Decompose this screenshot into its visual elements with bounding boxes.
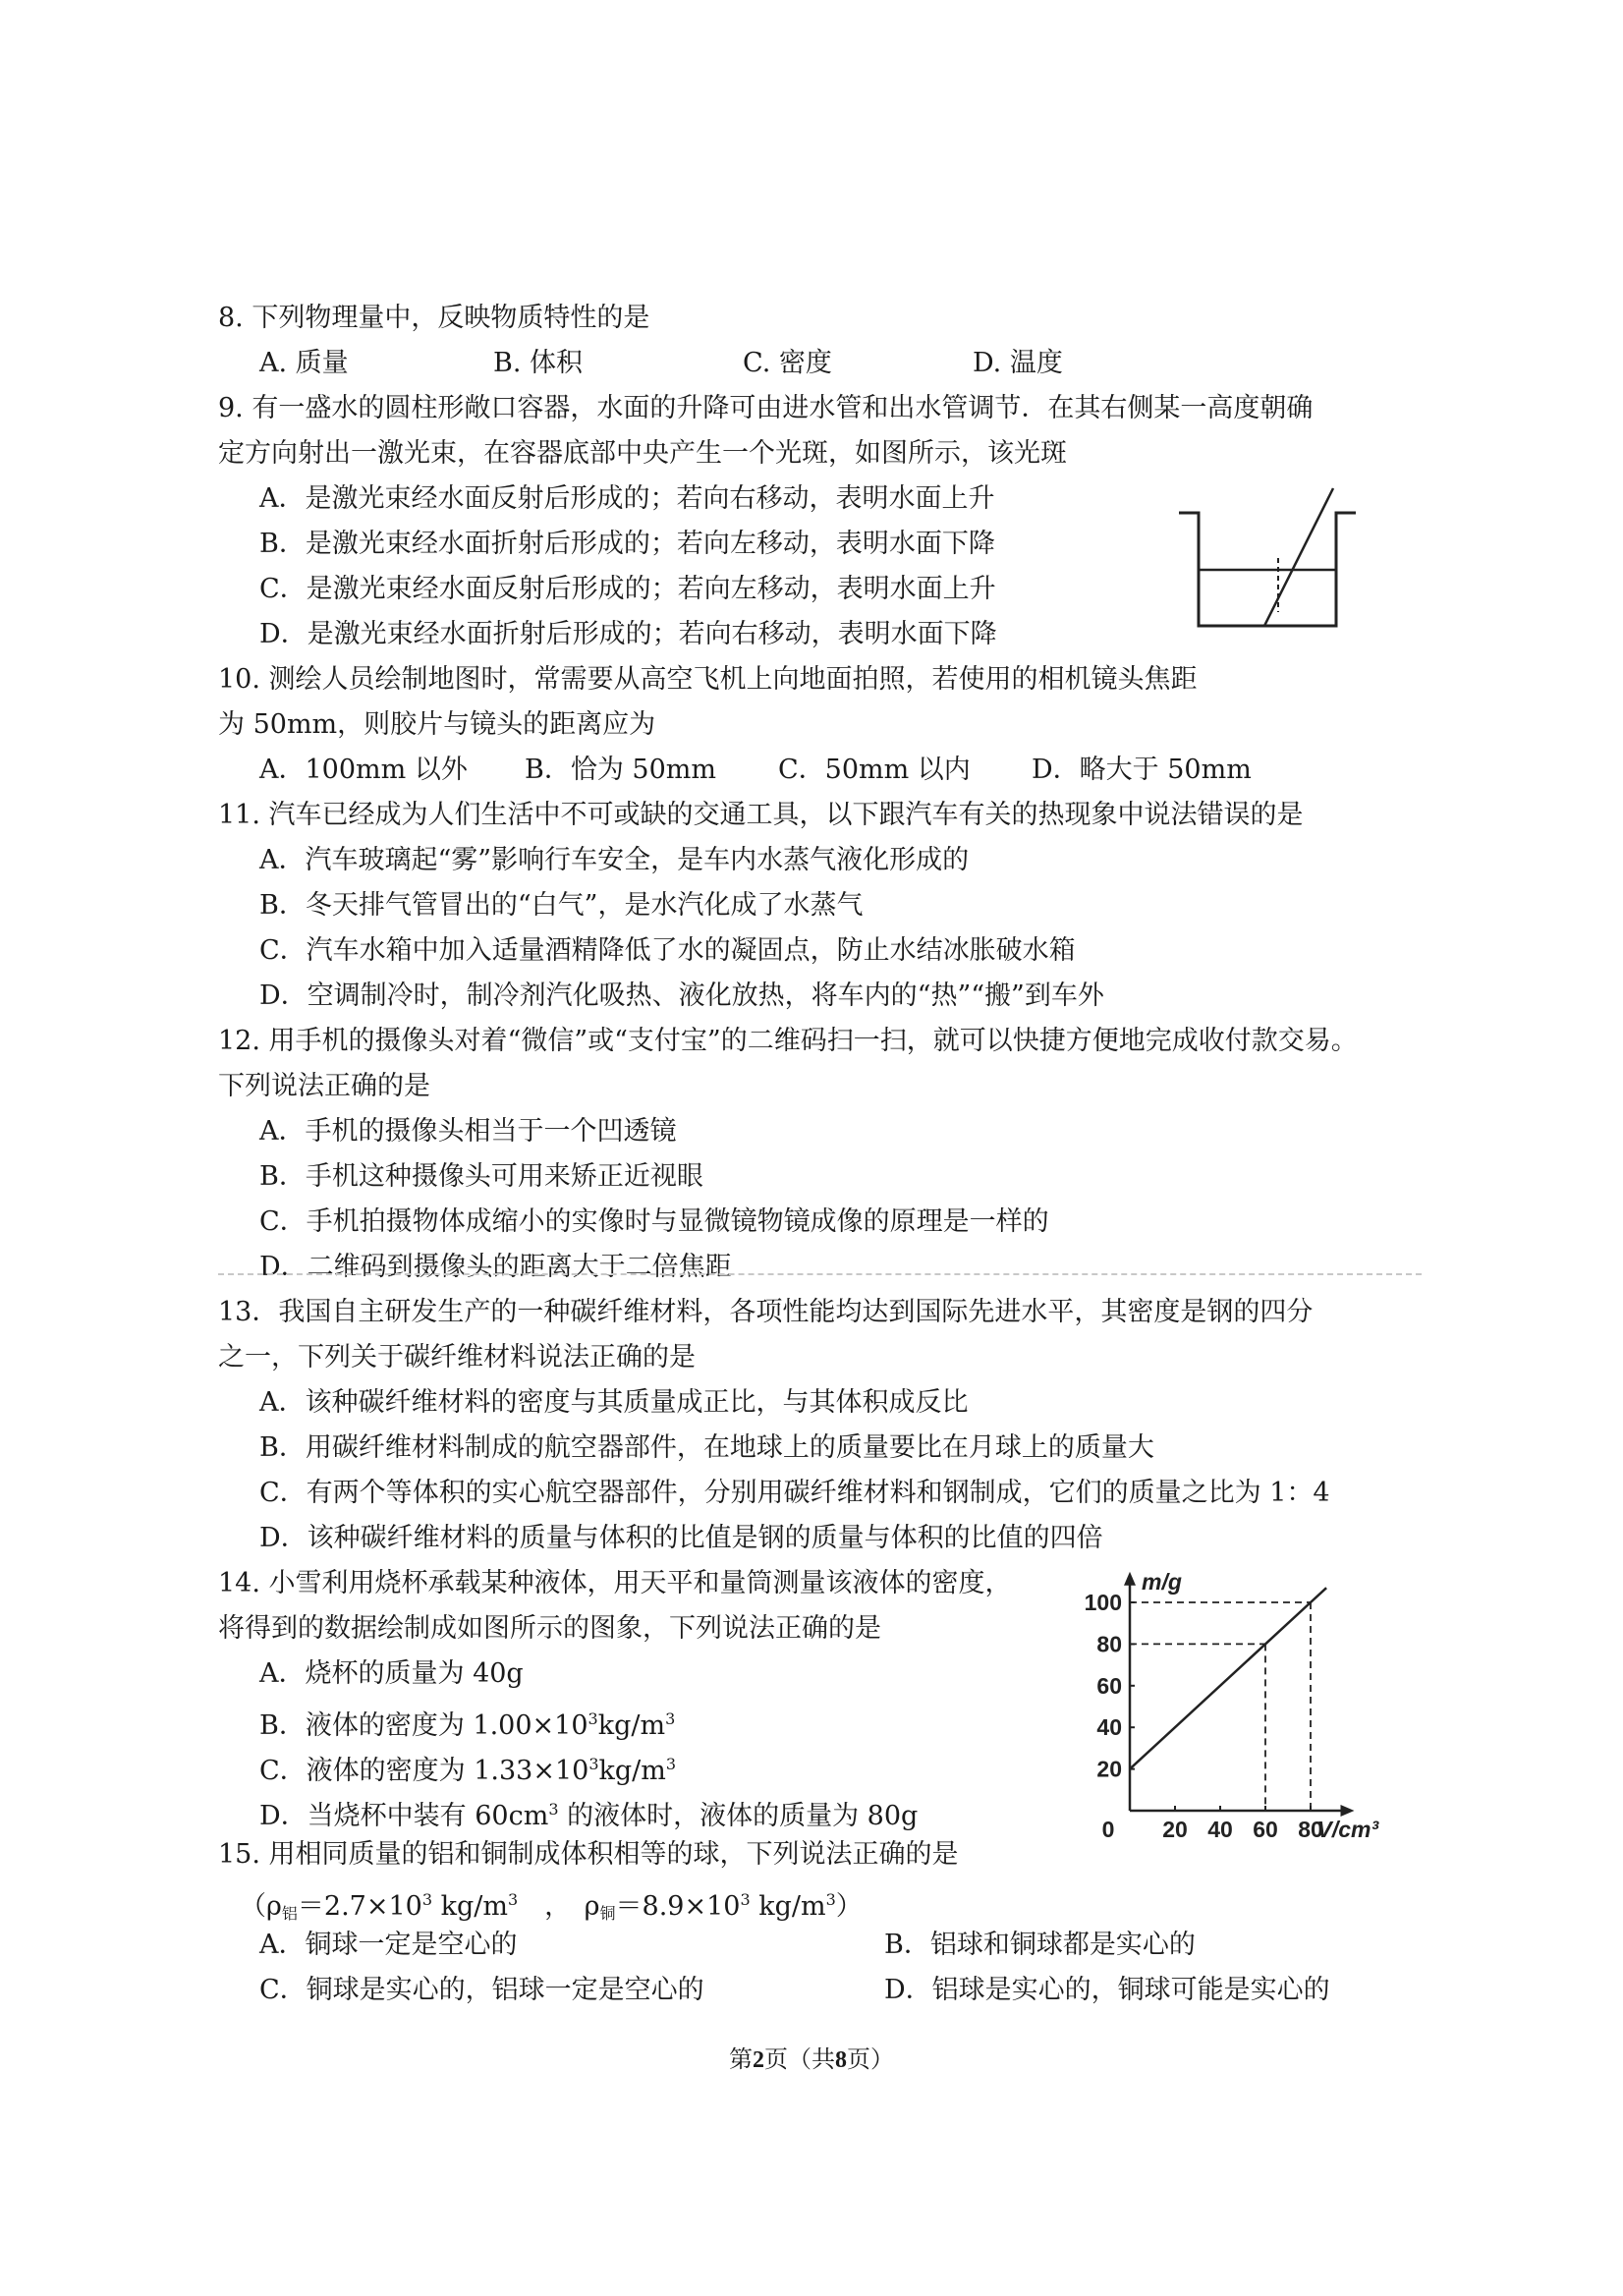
y-axis-arrow <box>1124 1572 1136 1586</box>
q14-option-c: C．液体的密度为 $1.33\times 10^3kg/m^3$ <box>259 1755 677 1786</box>
q15-option-d: D．铝球是实心的，铜球可能是实心的 <box>884 1975 1330 2005</box>
q13-option-c: C．有两个等体积的实心航空器部件，分别用碳纤维材料和钢制成，它们的质量之比为 1：4 <box>259 1478 1330 1508</box>
x-axis-label: V/cm³ <box>1316 1817 1379 1842</box>
page-total: 8 <box>835 2047 847 2073</box>
x-tick-label: 40 <box>1207 1817 1233 1842</box>
q10-stem-1: 10. 测绘人员绘制地图时，常需要从高空飞机上向地面拍照，若使用的相机镜头焦距 <box>218 664 1198 695</box>
q14-option-a: A．烧杯的质量为 40g <box>259 1658 524 1689</box>
x-tick-label: 80 <box>1298 1817 1323 1842</box>
q12-option-c: C．手机拍摄物体成缩小的实像时与显微镜物镜成像的原理是一样的 <box>259 1206 1049 1237</box>
q10-option-d: D．略大于 50mm <box>1032 755 1252 785</box>
q10-option-c: C．50mm 以内 <box>778 755 971 785</box>
q15-option-b: B．铝球和铜球都是实心的 <box>884 1930 1196 1960</box>
q14-option-d: D．当烧杯中装有 $60cm^3$ 的液体时，液体的质量为 80g <box>259 1800 919 1831</box>
dashed-divider <box>218 1273 1422 1275</box>
q13-stem-1: 13．我国自主研发生产的一种碳纤维材料，各项性能均达到国际先进水平，其密度是钢的四分 <box>218 1297 1314 1327</box>
q9-stem-1: 9. 有一盛水的圆柱形敞口容器，水面的升降可由进水管和出水管调节．在其右侧某一高度朝确 <box>218 393 1314 423</box>
y-tick-label: 100 <box>1084 1590 1122 1615</box>
q11-option-d: D．空调制冷时，制冷剂汽化吸热、液化放热，将车内的“热”“搬”到车外 <box>259 980 1104 1011</box>
x-tick-label: 60 <box>1253 1817 1278 1842</box>
q14-option-b: B．液体的密度为 $1.00\times 10^3kg/m^3$ <box>259 1709 676 1741</box>
q9-option-a: A．是激光束经水面反射后形成的；若向右移动，表明水面上升 <box>259 483 995 514</box>
q10-stem-2: 为 50mm，则胶片与镜头的距离应为 <box>218 709 656 740</box>
q15-option-a: A．铜球一定是空心的 <box>259 1930 518 1960</box>
q12-stem-1: 12. 用手机的摄像头对着“微信”或“支付宝”的二维码扫一扫，就可以快捷方便地完成收付款交易。 <box>218 1026 1358 1056</box>
q12-option-a: A．手机的摄像头相当于一个凹透镜 <box>259 1116 677 1147</box>
q11-stem: 11. 汽车已经成为人们生活中不可或缺的交通工具，以下跟汽车有关的热现象中说法错误的是 <box>218 800 1304 830</box>
q15-densities: （$\rho_铝=2.7\times 10^3$ $kg/m^3$ ， $\rho_铜=8.9\times 10^3$ $kg/m^3$） <box>240 1890 863 1923</box>
q14-stem-2: 将得到的数据绘制成如图所示的图象，下列说法正确的是 <box>218 1613 881 1644</box>
q11-option-a: A．汽车玻璃起“雾”影响行车安全，是车内水蒸气液化形成的 <box>259 845 970 875</box>
q11-option-b: B．冬天排气管冒出的“白气”，是水汽化成了水蒸气 <box>259 890 864 921</box>
page-footer: 第2页（共8页） <box>729 2045 894 2073</box>
laser-beam <box>1264 488 1333 626</box>
q9-option-b: B．是激光束经水面折射后形成的；若向左移动，表明水面下降 <box>259 529 995 559</box>
q8-option-b: B. 体积 <box>493 348 584 378</box>
q13-option-b: B．用碳纤维材料制成的航空器部件，在地球上的质量要比在月球上的质量大 <box>259 1432 1154 1463</box>
q8-option-a: A. 质量 <box>259 348 349 378</box>
q8-option-c: C. 密度 <box>743 348 832 378</box>
q9-option-d: D．是激光束经水面折射后形成的；若向右移动，表明水面下降 <box>259 619 997 649</box>
q15-stem: 15. 用相同质量的铝和铜制成体积相等的球，下列说法正确的是 <box>218 1839 959 1870</box>
container-laser-figure <box>1174 486 1351 634</box>
x-tick-label: 0 <box>1101 1817 1115 1842</box>
q13-option-a: A．该种碳纤维材料的密度与其质量成正比，与其体积成反比 <box>259 1387 969 1418</box>
y-tick-label: 80 <box>1096 1631 1122 1657</box>
q12-stem-2: 下列说法正确的是 <box>218 1071 430 1101</box>
q13-stem-2: 之一，下列关于碳纤维材料说法正确的是 <box>218 1342 696 1372</box>
page-number: 2 <box>753 2047 764 2073</box>
q9-option-c: C．是激光束经水面反射后形成的；若向左移动，表明水面上升 <box>259 574 996 604</box>
x-tick-label: 20 <box>1162 1817 1188 1842</box>
q14-stem-1: 14. 小雪利用烧杯承载某种液体，用天平和量筒测量该液体的密度， <box>218 1568 1012 1598</box>
y-axis-label: m/g <box>1142 1568 1182 1595</box>
q8-stem: 8. 下列物理量中，反映物质特性的是 <box>218 303 650 333</box>
q10-option-a: A．100mm 以外 <box>259 755 468 785</box>
x-axis-arrow <box>1341 1805 1355 1817</box>
y-tick-label: 20 <box>1096 1756 1122 1782</box>
series-line <box>1130 1588 1326 1768</box>
q10-option-b: B．恰为 50mm <box>525 755 716 785</box>
y-tick-label: 60 <box>1096 1672 1122 1699</box>
q12-option-b: B．手机这种摄像头可用来矫正近视眼 <box>259 1161 703 1192</box>
q15-option-c: C．铜球是实心的，铝球一定是空心的 <box>259 1975 704 2005</box>
q13-option-d: D．该种碳纤维材料的质量与体积的比值是钢的质量与体积的比值的四倍 <box>259 1523 1103 1553</box>
q9-stem-2: 定方向射出一激光束，在容器底部中央产生一个光斑，如图所示，该光斑 <box>218 438 1067 469</box>
q12-option-d: D．二维码到摄像头的距离大于二倍焦距 <box>259 1252 732 1282</box>
q8-option-d: D. 温度 <box>973 348 1063 378</box>
y-tick-label: 40 <box>1096 1714 1122 1741</box>
mass-volume-chart <box>1061 1567 1415 1862</box>
q11-option-c: C．汽车水箱中加入适量酒精降低了水的凝固点，防止水结冰胀破水箱 <box>259 935 1076 966</box>
